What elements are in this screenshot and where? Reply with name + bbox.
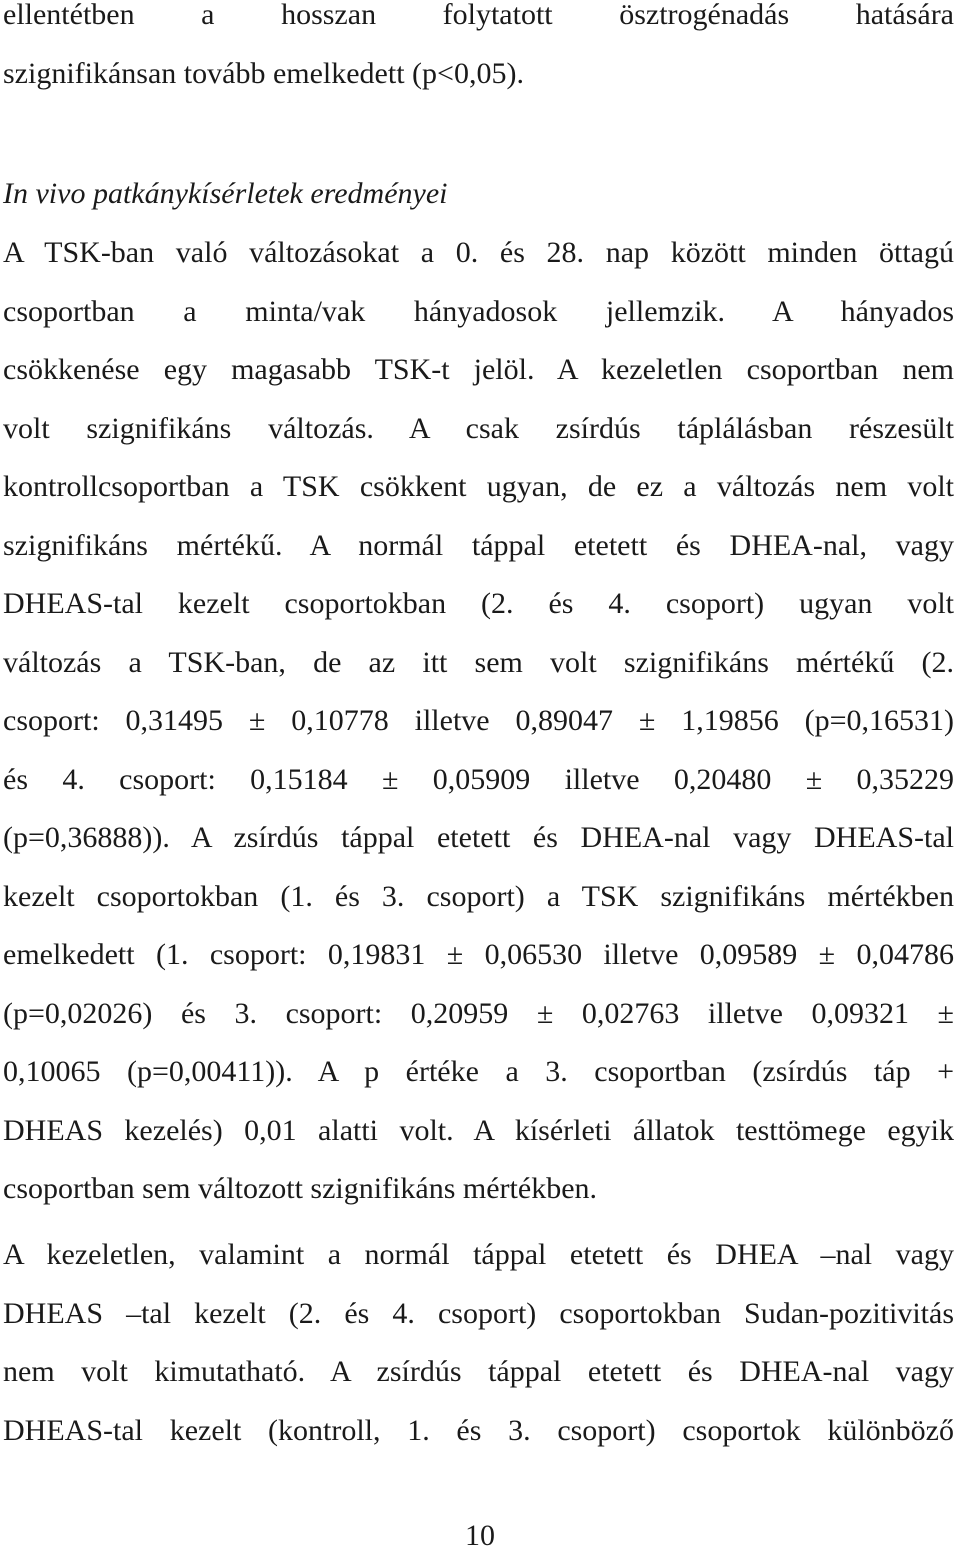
text-line: csoport: 0,31495 ± 0,10778 illetve 0,89047 ± 1,19856 (p=0,16531) xyxy=(3,704,954,737)
text-line: szignifikánsan tovább emelkedett (p<0,05). xyxy=(3,56,524,90)
paragraph-continuation xyxy=(3,0,954,103)
text-line: szignifikáns mértékű. A normál táppal etetett és DHEA-nal, vagy xyxy=(3,528,954,562)
text-line: 0,10065 (p=0,00411)). A p értéke a 3. csoportban (zsírdús táp + xyxy=(3,1055,954,1088)
paragraph-results xyxy=(3,224,954,1219)
text-line: A kezeletlen, valamint a normál táppal etetett és DHEA –nal vagy xyxy=(3,1238,954,1271)
text-line: csoportban sem változott szignifikáns mértékben. xyxy=(3,1172,598,1205)
text-line: ellentétben a hosszan folytatott ösztrogénadás hatására xyxy=(3,0,954,31)
text-line: volt szignifikáns változás. A csak zsírdús táplálásban részesült xyxy=(3,411,954,445)
text-line: DHEAS-tal kezelt csoportokban (2. és 4. csoport) ugyan volt xyxy=(3,587,954,620)
text-line: csoportban a minta/vak hányadosok jellemzik. A hányados xyxy=(3,294,954,328)
text-line: (p=0,02026) és 3. csoport: 0,20959 ± 0,02763 illetve 0,09321 ± xyxy=(3,996,954,1030)
text-line: emelkedett (1. csoport: 0,19831 ± 0,06530 illetve 0,09589 ± 0,04786 xyxy=(3,938,954,971)
text-line: DHEAS-tal kezelt (kontroll, 1. és 3. csoport) csoportok különböző xyxy=(3,1413,954,1447)
text-line: DHEAS kezelés) 0,01 alatti volt. A kísérleti állatok testtömege egyik xyxy=(3,1113,954,1147)
text-line: kontrollcsoportban a TSK csökkent ugyan, de ez a változás nem volt xyxy=(3,470,954,503)
page-number: 10 xyxy=(465,1519,495,1552)
text-line: nem volt kimutatható. A zsírdús táppal etetett és DHEA-nal vagy xyxy=(3,1355,954,1388)
text-line: kezelt csoportokban (1. és 3. csoport) a TSK szignifikáns mértékben xyxy=(3,879,954,913)
text-line: változás a TSK-ban, de az itt sem volt szignifikáns mértékű (2. xyxy=(3,645,954,679)
section-heading: In vivo patkánykísérletek eredményei xyxy=(3,177,448,210)
text-line: (p=0,36888)). A zsírdús táppal etetett és DHEA-nal vagy DHEAS-tal xyxy=(3,821,954,854)
text-line: és 4. csoport: 0,15184 ± 0,05909 illetve 0,20480 ± 0,35229 xyxy=(3,762,954,796)
text-line: csökkenése egy magasabb TSK-t jelöl. A kezeletlen csoportban nem xyxy=(3,353,954,386)
text-line: DHEAS –tal kezelt (2. és 4. csoport) csoportokban Sudan-pozitivitás xyxy=(3,1296,954,1330)
text-line: A TSK-ban való változásokat a 0. és 28. nap között minden öttagú xyxy=(3,236,954,269)
section-heading-block xyxy=(3,165,954,224)
paragraph-sudan xyxy=(3,1226,954,1460)
